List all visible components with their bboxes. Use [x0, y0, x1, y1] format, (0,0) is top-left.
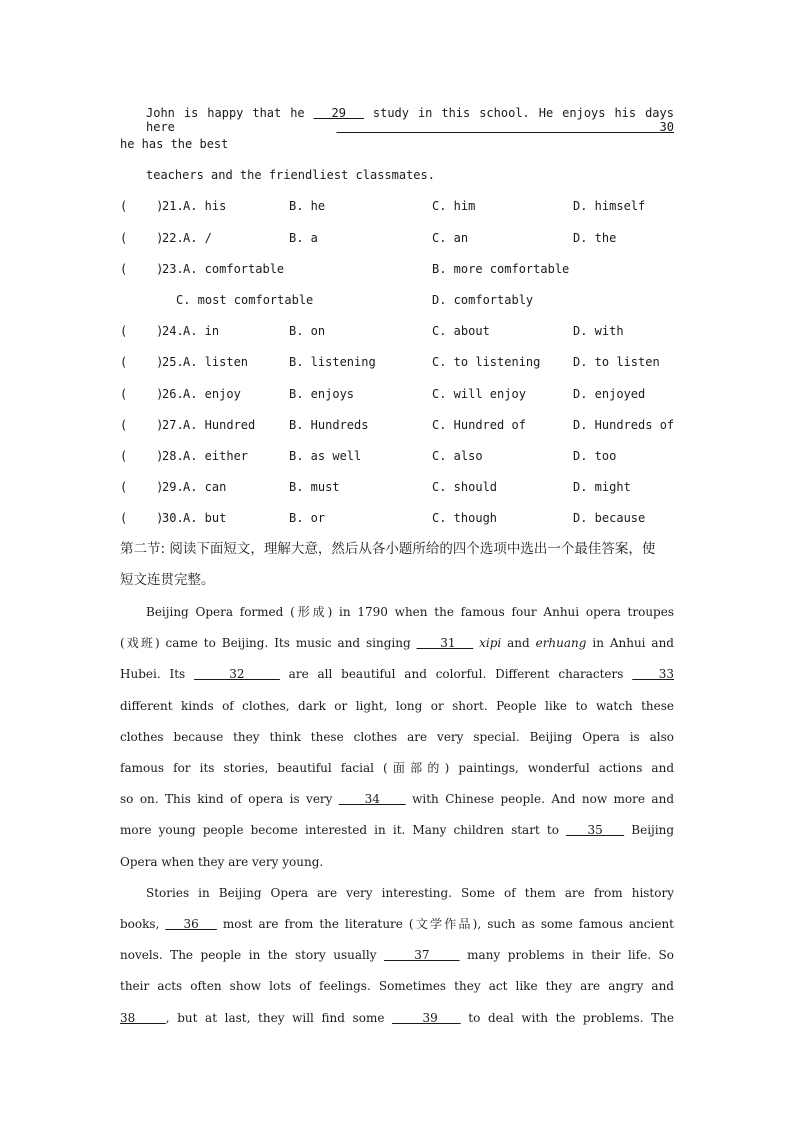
question-number: 25.	[162, 355, 184, 369]
option-c[interactable]: C. though	[432, 511, 498, 525]
passage2-line2	[120, 636, 674, 650]
option-a[interactable]: A. in	[183, 324, 220, 338]
option-c[interactable]: C. will enjoy	[432, 387, 526, 401]
passage1-line1	[146, 106, 674, 134]
answer-paren[interactable]: ( )	[120, 262, 164, 276]
text-span: are all beautiful and colorful. Different characters	[279, 667, 633, 681]
blank-31[interactable]: 31	[416, 636, 474, 650]
passage1-line2: he has the best	[120, 137, 229, 151]
option-d[interactable]: D. comfortably	[432, 293, 534, 307]
question-number: 21.	[162, 199, 184, 213]
option-d[interactable]: D. himself	[573, 199, 646, 213]
option-d[interactable]: D. enjoyed	[573, 387, 646, 401]
passage2-line1: Beijing Opera formed (形成) in 1790 when the famous four Anhui opera troupes	[146, 605, 674, 619]
text-span: in Anhui and	[586, 636, 674, 650]
passage2-line9: Opera when they are very young.	[120, 855, 324, 869]
passage3-line1: Stories in Beijing Opera are very interesting. Some of them are from history	[146, 886, 674, 900]
blank-29[interactable]: 29	[313, 106, 364, 120]
passage2-line8	[120, 823, 674, 837]
passage2-line3	[120, 667, 674, 681]
option-b[interactable]: B. listening	[289, 355, 376, 369]
answer-paren[interactable]: ( )	[120, 449, 164, 463]
blank-33[interactable]: 33	[632, 667, 674, 681]
passage3-line2	[120, 917, 674, 931]
text-span: John is happy that he	[146, 106, 314, 120]
answer-paren[interactable]: ( )	[120, 324, 164, 338]
option-b[interactable]: B. must	[289, 480, 340, 494]
blank-30[interactable]: 30	[336, 120, 674, 134]
option-c[interactable]: C. most comfortable	[176, 293, 314, 307]
text-span: more young people become interested in it. Many children start to	[120, 823, 567, 837]
text-span: , but at last, they will find some	[165, 1011, 393, 1025]
question-number: 27.	[162, 418, 184, 432]
option-c[interactable]: C. to listening	[432, 355, 541, 369]
question-number: 28.	[162, 449, 184, 463]
answer-paren[interactable]: ( )	[120, 511, 164, 525]
question-number: 29.	[162, 480, 184, 494]
passage2-line4: different kinds of clothes, dark or light, long or short. People like to watch these	[120, 699, 674, 713]
question-number: 22.	[162, 231, 184, 245]
text-span: so on. This kind of opera is very	[120, 792, 339, 806]
option-b[interactable]: B. Hundreds	[289, 418, 369, 432]
option-a[interactable]: A. /	[183, 231, 212, 245]
text-span: many problems in their life. So	[459, 948, 674, 962]
passage3-line5	[120, 1011, 674, 1025]
option-b[interactable]: B. more comfortable	[432, 262, 570, 276]
blank-38[interactable]: 38	[120, 1011, 166, 1025]
option-c[interactable]: C. also	[432, 449, 483, 463]
option-b[interactable]: B. on	[289, 324, 326, 338]
option-a[interactable]: A. his	[183, 199, 227, 213]
text-span: Beijing	[624, 823, 674, 837]
text-span: Hubei. Its	[120, 667, 194, 681]
text-span: to deal with the problems. The	[460, 1011, 674, 1025]
text-span: study in this school. He enjoys his days here	[146, 106, 674, 134]
passage2-line5: clothes because they think these clothes are very special. Beijing Opera is also	[120, 730, 674, 744]
blank-36[interactable]: 36	[165, 917, 217, 931]
blank-39[interactable]: 39	[392, 1011, 461, 1025]
question-number: 30.	[162, 511, 184, 525]
answer-paren[interactable]: ( )	[120, 387, 164, 401]
blank-32[interactable]: 32	[194, 667, 280, 681]
text-span: novels. The people in the story usually	[120, 948, 385, 962]
option-b[interactable]: B. as well	[289, 449, 362, 463]
option-c[interactable]: C. about	[432, 324, 490, 338]
option-a[interactable]: A. enjoy	[183, 387, 241, 401]
section-heading-line1: 第二节: 阅读下面短文，理解大意，然后从各小题所给的四个选项中选出一个最佳答案，使	[120, 541, 656, 557]
passage2-line6: famous for its stories, beautiful facial (面部的) paintings, wonderful actions and	[120, 761, 674, 775]
option-a[interactable]: A. listen	[183, 355, 249, 369]
passage2-line7	[120, 792, 674, 806]
option-a[interactable]: A. comfortable	[183, 262, 285, 276]
option-b[interactable]: B. or	[289, 511, 326, 525]
option-d[interactable]: D. to listen	[573, 355, 660, 369]
option-a[interactable]: A. Hundred	[183, 418, 256, 432]
blank-34[interactable]: 34	[338, 792, 406, 806]
text-span: most are from the literature (文学作品), such as some famous ancient	[216, 917, 675, 931]
question-number: 26.	[162, 387, 184, 401]
question-number: 23.	[162, 262, 184, 276]
option-c[interactable]: C. Hundred of	[432, 418, 526, 432]
answer-paren[interactable]: ( )	[120, 231, 164, 245]
text-span: (戏班) came to Beijing. Its music and singing	[120, 636, 417, 650]
section-heading-line2: 短文连贯完整。	[120, 572, 215, 588]
option-c[interactable]: C. him	[432, 199, 476, 213]
option-a[interactable]: A. can	[183, 480, 227, 494]
option-b[interactable]: B. he	[289, 199, 326, 213]
option-d[interactable]: D. the	[573, 231, 617, 245]
answer-paren[interactable]: ( )	[120, 418, 164, 432]
option-a[interactable]: A. but	[183, 511, 227, 525]
option-d[interactable]: D. too	[573, 449, 617, 463]
blank-37[interactable]: 37	[384, 948, 460, 962]
blank-35[interactable]: 35	[566, 823, 625, 837]
option-a[interactable]: A. either	[183, 449, 249, 463]
answer-paren[interactable]: ( )	[120, 355, 164, 369]
option-b[interactable]: B. a	[289, 231, 318, 245]
answer-paren[interactable]: ( )	[120, 480, 164, 494]
term-xipi: xipi	[479, 636, 502, 650]
option-d[interactable]: D. with	[573, 324, 624, 338]
text-span: books,	[120, 917, 166, 931]
passage3-line4: their acts often show lots of feelings. Sometimes they act like they are angry and	[120, 979, 674, 993]
answer-paren[interactable]: ( )	[120, 199, 164, 213]
option-d[interactable]: D. because	[573, 511, 646, 525]
text-span: and	[501, 636, 536, 650]
passage1-line3: teachers and the friendliest classmates.	[146, 168, 435, 182]
option-d[interactable]: D. might	[573, 480, 631, 494]
option-c[interactable]: C. an	[432, 231, 469, 245]
option-d[interactable]: D. Hundreds of	[573, 418, 675, 432]
option-c[interactable]: C. should	[432, 480, 498, 494]
passage3-line3	[120, 948, 674, 962]
option-b[interactable]: B. enjoys	[289, 387, 355, 401]
text-span: with Chinese people. And now more and	[405, 792, 674, 806]
term-erhuang: erhuang	[535, 636, 587, 650]
question-number: 24.	[162, 324, 184, 338]
